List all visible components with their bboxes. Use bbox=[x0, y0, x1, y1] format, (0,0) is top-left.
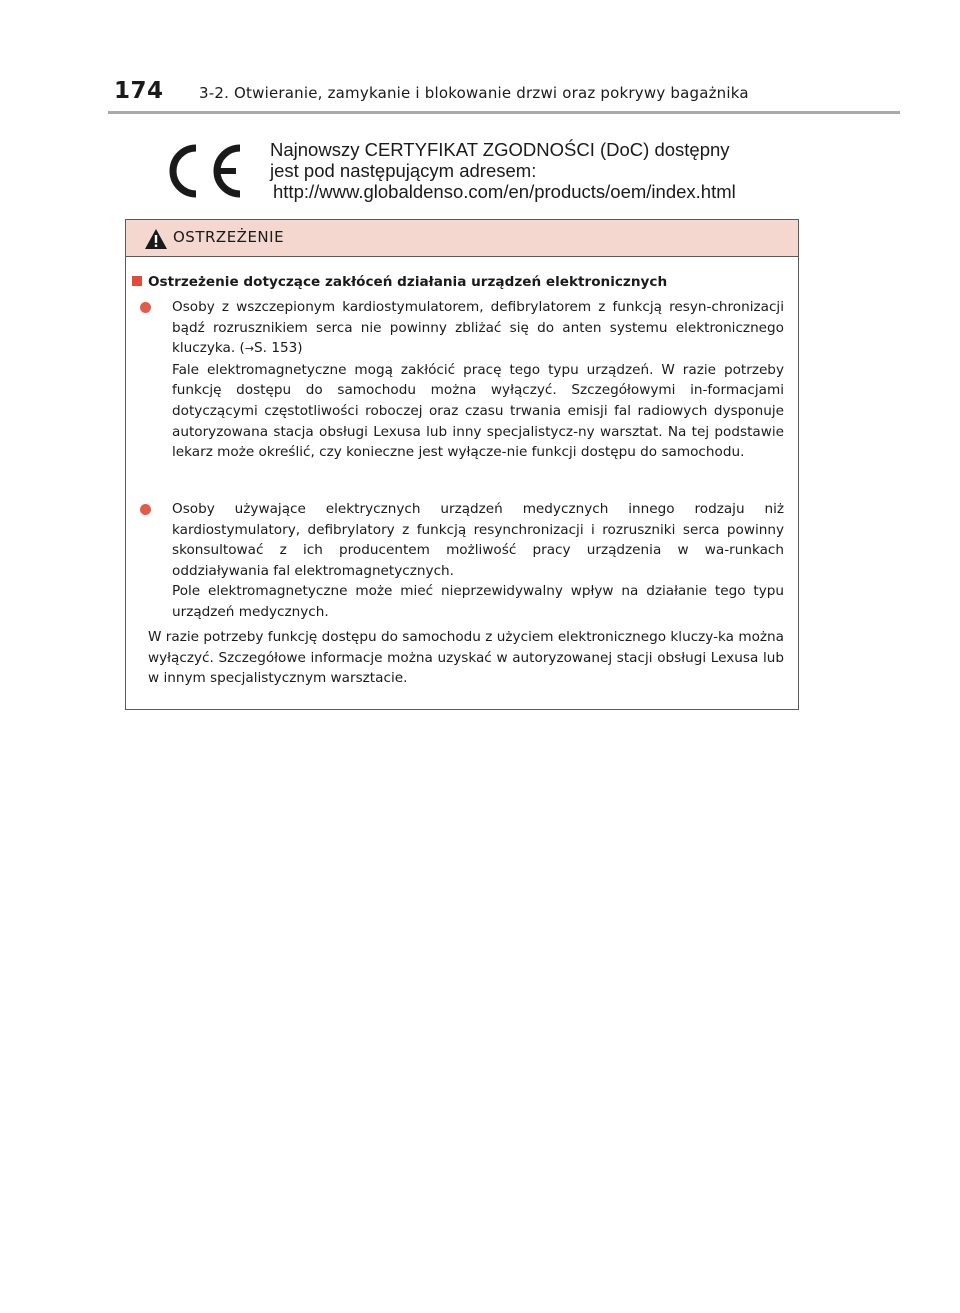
page-number: 174 bbox=[114, 78, 164, 104]
bullet-dot-icon bbox=[140, 302, 151, 313]
doc-info-url: http://www.globaldenso.com/en/products/oem/index.html bbox=[273, 181, 736, 202]
warning-box bbox=[125, 219, 799, 710]
item-1-paragraph-1 bbox=[172, 297, 784, 360]
item-1-paragraph-2: Fale elektromagnetyczne mogą zakłócić pracę tego typu urządzeń. W razie potrzeby funkcję dostępu do samochodu można wyłączyć. Szczegółowymi in-formacjami dotyczącymi częstotliwości roboczej oraz czasu trwania emisji fal radiowych dysponuje autoryzowana stacja obsługi Lexusa lub inny specjalistycz-ny warsztat. Na tej podstawie lekarz może określić, czy konieczne jest wyłącze-nie funkcji dostępu do samochodu. bbox=[172, 361, 784, 461]
section-title: 3-2. Otwieranie, zamykanie i blokowanie drzwi oraz pokrywy bagażnika bbox=[199, 84, 749, 102]
warning-subhead-text: Ostrzeżenie dotyczące zakłóceń działania urządzeń elektronicznych bbox=[148, 274, 668, 290]
warning-header bbox=[126, 220, 798, 257]
ce-mark-icon bbox=[162, 142, 244, 200]
item-2-paragraph-1: Osoby używające elektrycznych urządzeń medycznych innego rodzaju niż kardiostymulatory, defibrylatory z funkcją resynchronizacji i rozruszniki serca powinny skonsultować z ich producentem możliwość pracy urządzenia w wa-runkach oddziaływania fal elektromagnetycznych. bbox=[172, 501, 784, 579]
bullet-dot-icon bbox=[140, 504, 151, 515]
doc-info bbox=[270, 139, 736, 202]
list-item bbox=[140, 499, 784, 623]
square-bullet-icon bbox=[132, 276, 142, 286]
arrow-right-icon: → bbox=[244, 342, 255, 356]
doc-info-line-2: jest pod następującym adresem: bbox=[270, 160, 537, 181]
closing-paragraph: W razie potrzeby funkcję dostępu do samochodu z użyciem elektronicznego kluczy-ka można wyłączyć. Szczegółowe informacje można uzyskać w autoryzowanej stacji obsługi Lexusa lub w innym specjalistycznym warsztacie. bbox=[148, 629, 784, 687]
warning-triangle-icon bbox=[144, 228, 168, 250]
item-2-paragraph-2: Pole elektromagnetyczne może mieć nieprzewidywalny wpływ na działanie tego typu urządzeń medycznych. bbox=[172, 583, 784, 620]
warning-subhead bbox=[132, 272, 782, 293]
list-item bbox=[140, 297, 784, 463]
item-1-text: Osoby z wszczepionym kardiostymulatorem, defibrylatorem z funkcją resyn-chronizacji bądź rozrusznikiem serca nie powinny zbliżać się do anten systemu elektronicznego kluczyka. ( bbox=[172, 299, 784, 357]
header-rule bbox=[108, 111, 900, 114]
page-reference: S. 153) bbox=[254, 340, 303, 357]
doc-info-line-1: Najnowszy CERTYFIKAT ZGODNOŚCI (DoC) dostępny bbox=[270, 139, 730, 160]
warning-label: OSTRZEŻENIE bbox=[173, 228, 285, 246]
